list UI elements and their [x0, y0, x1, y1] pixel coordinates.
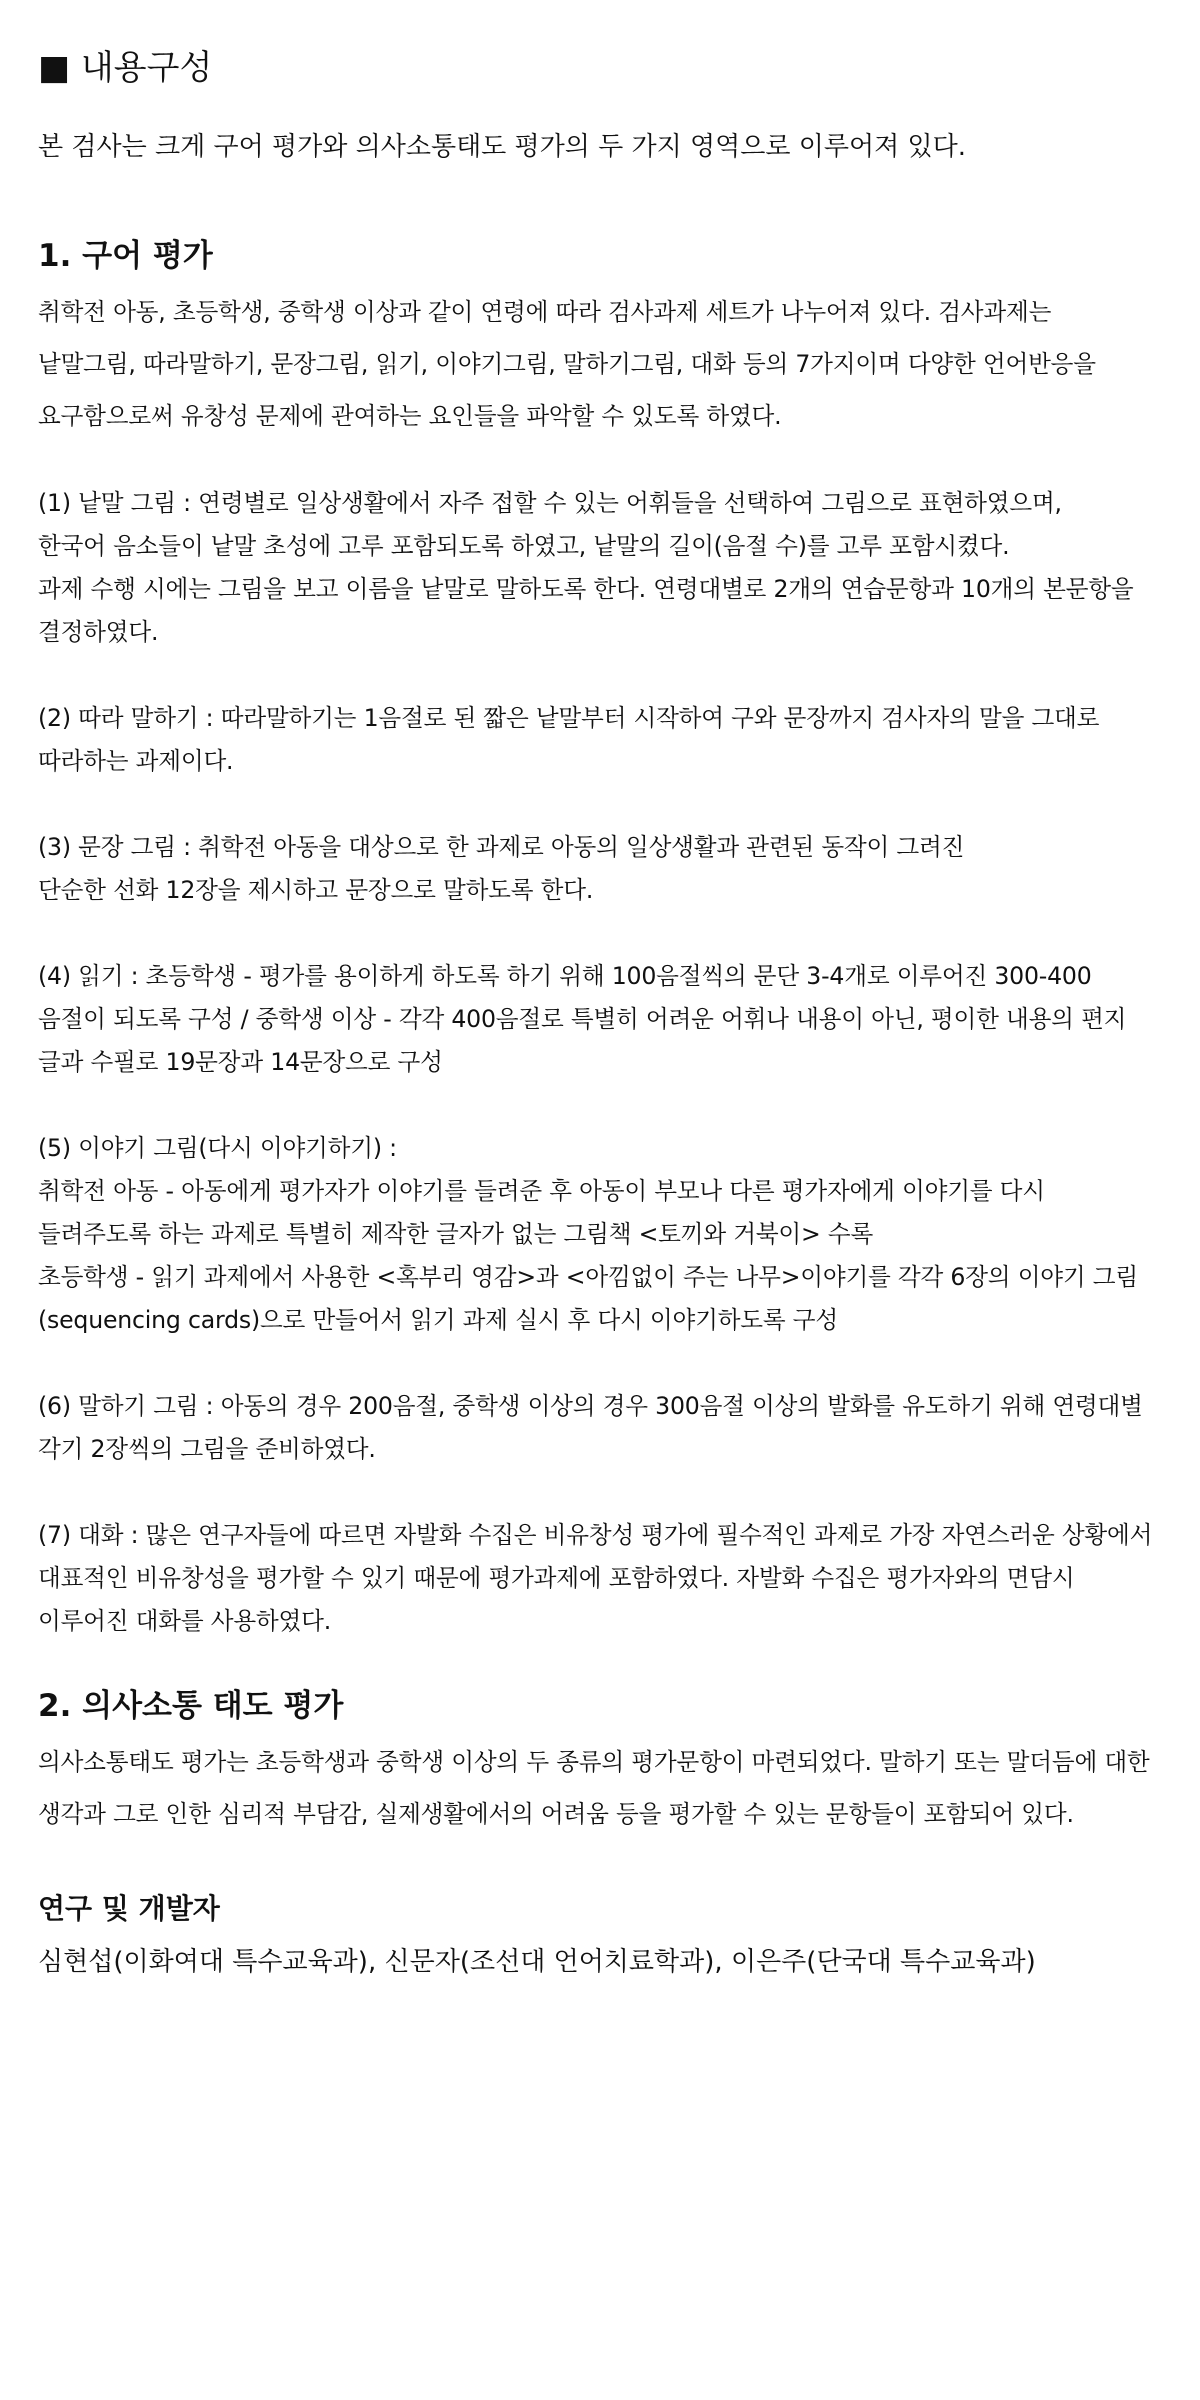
item-speaking-picture — [38, 1385, 1168, 1471]
item-line: 단순한 선화 12장을 제시하고 문장으로 말하도록 한다. — [38, 876, 594, 904]
item-line: 대표적인 비유창성을 평가할 수 있기 때문에 평가과제에 포함하였다. 자발화 수집은 평가자와의 면담시 — [38, 1564, 1075, 1592]
developers-text: 심현섭(이화여대 특수교육과), 신문자(조선대 언어치료학과), 이은주(단국대 특수교육과) — [38, 1947, 1036, 1977]
summary-line: 취학전 아동, 초등학생, 중학생 이상과 같이 연령에 따라 검사과제 세트가 나누어져 있다. 검사과제는 — [38, 298, 1052, 326]
item-line: (4) 읽기 : 초등학생 - 평가를 용이하게 하도록 하기 위해 100음절씩의 문단 3-4개로 이루어진 300-400 — [38, 962, 1092, 990]
item-line: 초등학생 - 읽기 과제에서 사용한 <혹부리 영감>과 <아낌없이 주는 나무>이야기를 각각 6장의 이야기 그림 — [38, 1263, 1138, 1291]
summary-line: 의사소통태도 평가는 초등학생과 중학생 이상의 두 종류의 평가문항이 마련되었다. 말하기 또는 말더듬에 대한 — [38, 1748, 1150, 1776]
item-word-picture — [38, 482, 1168, 654]
section2-summary — [38, 1736, 1168, 1840]
item-line: 각기 2장씩의 그림을 준비하였다. — [38, 1435, 376, 1463]
item-line: 따라하는 과제이다. — [38, 747, 234, 775]
item-line: (2) 따라 말하기 : 따라말하기는 1음절로 된 짧은 낱말부터 시작하여 구와 문장까지 검사자의 말을 그대로 — [38, 704, 1100, 732]
developers-title: 연구 및 개발자 — [38, 1892, 220, 1925]
item-line: (1) 낱말 그림 : 연령별로 일상생활에서 자주 접할 수 있는 어휘들을 선택하여 그림으로 표현하였으며, — [38, 489, 1062, 517]
item-line: 취학전 아동 - 아동에게 평가자가 이야기를 들려준 후 아동이 부모나 다른 평가자에게 이야기를 다시 — [38, 1177, 1045, 1205]
section1-summary — [38, 286, 1168, 442]
content-heading: ■ 내용구성 — [38, 48, 213, 88]
item-story-picture — [38, 1127, 1168, 1342]
intro-text: 본 검사는 크게 구어 평가와 의사소통태도 평가의 두 가지 영역으로 이루어져 있다. — [38, 132, 967, 162]
item-line: (3) 문장 그림 : 취학전 아동을 대상으로 한 과제로 아동의 일상생활과 관련된 동작이 그려진 — [38, 833, 965, 861]
summary-line: 생각과 그로 인한 심리적 부담감, 실제생활에서의 어려움 등을 평가할 수 있는 문항들이 포함되어 있다. — [38, 1800, 1074, 1828]
item-line: 음절이 되도록 구성 / 중학생 이상 - 각각 400음절로 특별히 어려운 어휘나 내용이 아닌, 평이한 내용의 편지 — [38, 1005, 1127, 1033]
section-title-attitude-evaluation: 2. 의사소통 태도 평가 — [38, 1688, 344, 1724]
item-sentence-picture — [38, 826, 1168, 912]
summary-line: 낱말그림, 따라말하기, 문장그림, 읽기, 이야기그림, 말하기그림, 대화 등의 7가지이며 다양한 언어반응을 — [38, 350, 1096, 378]
item-line: 글과 수필로 19문장과 14문장으로 구성 — [38, 1048, 443, 1076]
item-line: 과제 수행 시에는 그림을 보고 이름을 낱말로 말하도록 한다. 연령대별로 2개의 연습문항과 10개의 본문항을 — [38, 575, 1134, 603]
section-title-speech-evaluation: 1. 구어 평가 — [38, 238, 213, 274]
item-line: (7) 대화 : 많은 연구자들에 따르면 자발화 수집은 비유창성 평가에 필수적인 과제로 가장 자연스러운 상황에서 — [38, 1521, 1153, 1549]
item-conversation — [38, 1514, 1168, 1643]
item-line: (5) 이야기 그림(다시 이야기하기) : — [38, 1134, 397, 1162]
item-line: 결정하였다. — [38, 618, 159, 646]
item-line: (sequencing cards)으로 만들어서 읽기 과제 실시 후 다시 이야기하도록 구성 — [38, 1306, 838, 1334]
item-line: (6) 말하기 그림 : 아동의 경우 200음절, 중학생 이상의 경우 300음절 이상의 발화를 유도하기 위해 연령대별 — [38, 1392, 1143, 1420]
item-line: 이루어진 대화를 사용하였다. — [38, 1607, 331, 1635]
summary-line: 요구함으로써 유창성 문제에 관여하는 요인들을 파악할 수 있도록 하였다. — [38, 402, 782, 430]
item-line: 들려주도록 하는 과제로 특별히 제작한 글자가 없는 그림책 <토끼와 거북이> 수록 — [38, 1220, 874, 1248]
item-reading — [38, 955, 1168, 1084]
item-line: 한국어 음소들이 낱말 초성에 고루 포함되도록 하였고, 낱말의 길이(음절 수)를 고루 포함시켰다. — [38, 532, 1010, 560]
item-repeat-speaking — [38, 697, 1168, 783]
